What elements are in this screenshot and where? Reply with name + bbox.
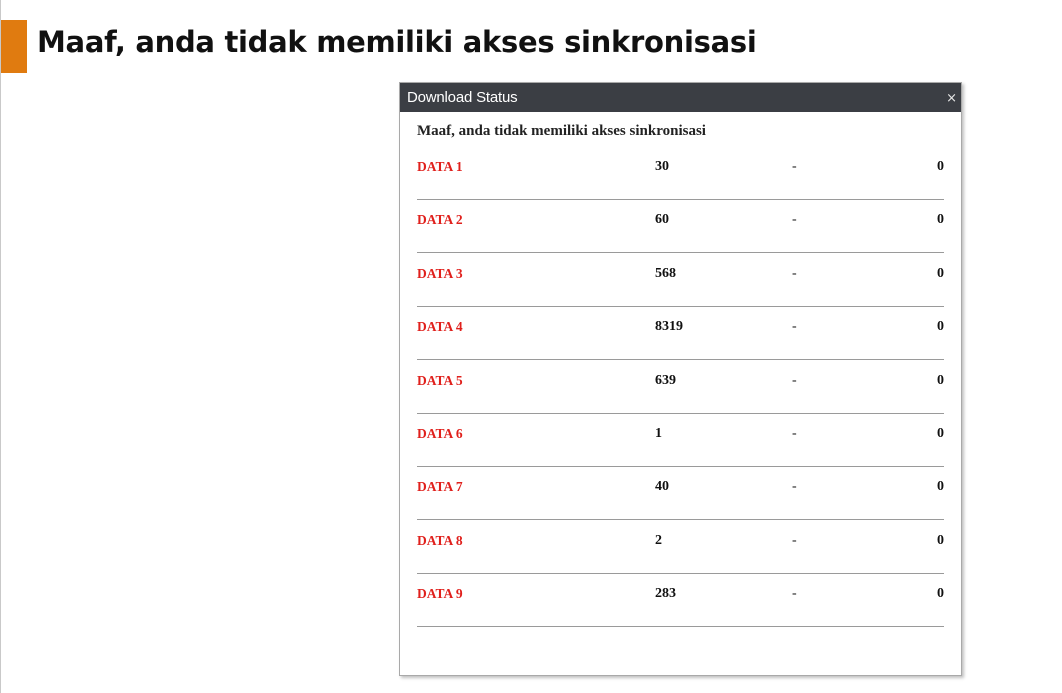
data-row-count: 30	[655, 159, 669, 174]
row-wrapper	[417, 414, 944, 467]
row-wrapper	[417, 361, 944, 414]
data-row-count: 60	[655, 212, 669, 228]
close-icon[interactable]: ×	[946, 91, 957, 106]
data-row-label: DATA 6	[417, 425, 463, 441]
data-row-3	[417, 254, 944, 307]
data-row-value: 0	[937, 159, 944, 174]
data-row-2	[417, 200, 944, 253]
download-status-dialog	[399, 82, 962, 676]
data-row-6	[417, 414, 944, 467]
dialog-title: Download Status	[407, 89, 518, 106]
data-row-separator: -	[792, 532, 797, 548]
data-row-value: 0	[937, 425, 944, 441]
data-row-8	[417, 521, 944, 574]
data-row-separator: -	[792, 319, 797, 335]
row-wrapper	[417, 147, 944, 200]
row-wrapper	[417, 200, 944, 253]
data-row-5	[417, 361, 944, 414]
data-row-7	[417, 467, 944, 520]
data-row-value: 0	[937, 265, 944, 281]
data-row-separator: -	[792, 212, 797, 228]
data-row-1	[417, 147, 944, 200]
data-row-count: 40	[655, 479, 669, 495]
data-row-value: 0	[937, 532, 944, 548]
data-rows	[417, 147, 944, 628]
data-row-label: DATA 1	[417, 159, 463, 174]
data-row-count: 639	[655, 372, 676, 388]
row-wrapper	[417, 307, 944, 360]
data-row-value: 0	[937, 319, 944, 335]
data-row-separator: -	[792, 159, 797, 174]
row-wrapper	[417, 574, 944, 627]
data-row-9	[417, 574, 944, 627]
data-row-value: 0	[937, 372, 944, 388]
data-row-value: 0	[937, 479, 944, 495]
data-row-label: DATA 3	[417, 265, 463, 281]
data-row-separator: -	[792, 479, 797, 495]
data-row-label: DATA 5	[417, 372, 463, 388]
data-row-count: 2	[655, 532, 662, 548]
page-left-border	[0, 0, 1, 693]
data-row-label: DATA 2	[417, 212, 463, 228]
page-title: Maaf, anda tidak memiliki akses sinkronisasi	[37, 25, 757, 59]
title-accent-bar	[1, 20, 27, 73]
data-row-value: 0	[937, 212, 944, 228]
data-row-4	[417, 307, 944, 360]
dialog-header	[400, 83, 961, 112]
dialog-message: Maaf, anda tidak memiliki akses sinkronisasi	[417, 123, 706, 139]
data-row-label: DATA 8	[417, 532, 463, 548]
row-wrapper	[417, 521, 944, 574]
row-wrapper	[417, 254, 944, 307]
data-row-separator: -	[792, 372, 797, 388]
data-row-count: 283	[655, 586, 676, 602]
data-row-separator: -	[792, 425, 797, 441]
data-row-separator: -	[792, 265, 797, 281]
data-row-separator: -	[792, 586, 797, 602]
data-row-label: DATA 4	[417, 319, 463, 335]
row-wrapper	[417, 467, 944, 520]
data-row-value: 0	[937, 586, 944, 602]
data-row-label: DATA 7	[417, 479, 463, 495]
data-row-count: 568	[655, 265, 676, 281]
data-row-count: 8319	[655, 319, 683, 335]
data-row-label: DATA 9	[417, 586, 463, 602]
dialog-body	[400, 123, 961, 628]
data-row-count: 1	[655, 425, 662, 441]
